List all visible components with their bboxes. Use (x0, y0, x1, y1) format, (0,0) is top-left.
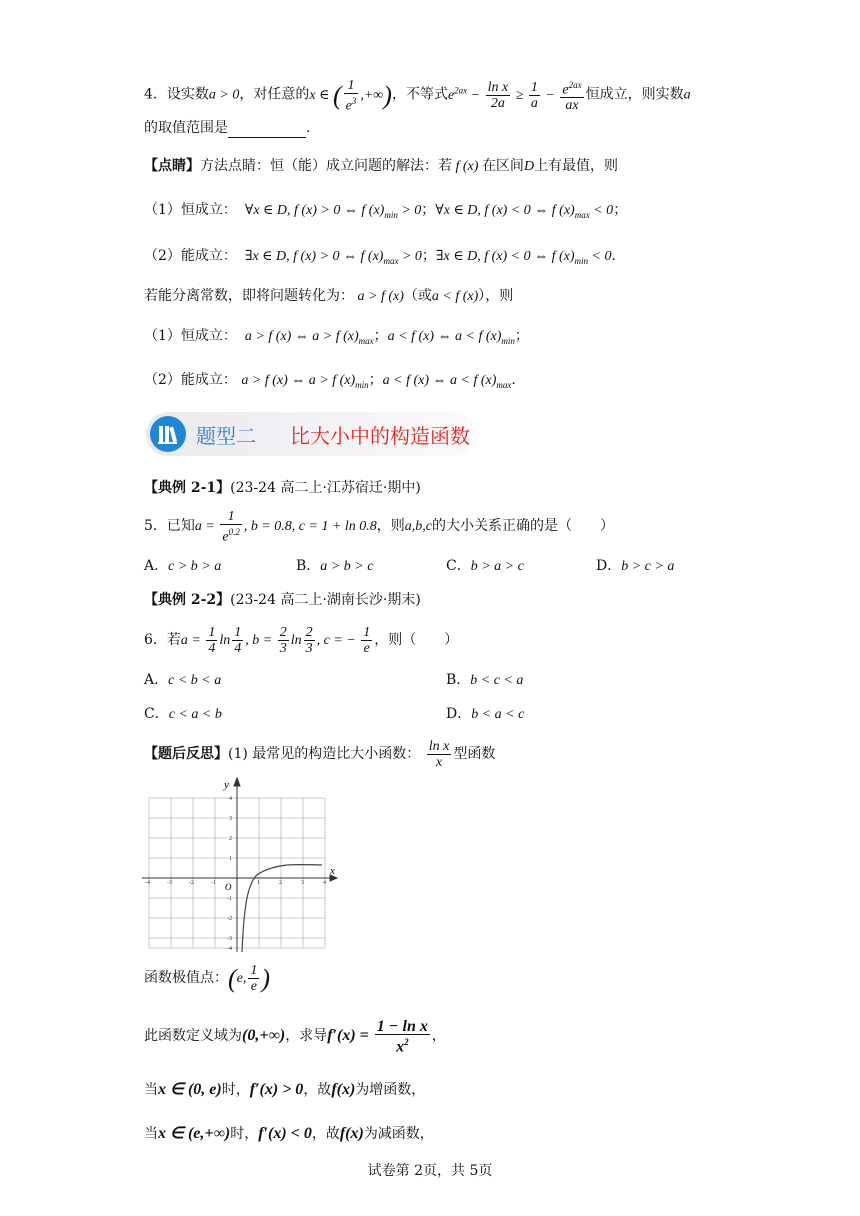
q5-option-a[interactable] (144, 556, 221, 577)
function-graph (140, 774, 340, 954)
option-text: c < b < a (168, 673, 222, 688)
x-tick: -4 (145, 880, 150, 886)
option-text: a > b > c (320, 559, 374, 574)
y-tick: -3 (227, 936, 232, 942)
q6-option-c[interactable] (144, 704, 222, 725)
q6-option-a[interactable] (144, 670, 221, 691)
q6-formula: a = $\frac{1}{4}$ ln $\frac{1}{4}$ , b = $\frac{2}{3}$ ln $\frac{2}{3}$ , c = − $\frac{1}{e}$ (180, 625, 371, 657)
dianjing-label: （1）恒成立： (144, 328, 237, 344)
q4-number: 4． (144, 86, 167, 103)
formula: a < f (x) ⇔ a < f $(x)_{max}$ (382, 373, 512, 390)
example-2-2-header (144, 590, 421, 610)
option-text: b < c < a (470, 673, 524, 688)
q6-option-b[interactable] (446, 670, 523, 691)
dianjing-line-1 (144, 200, 627, 225)
example-2-1-header (144, 478, 421, 498)
formula: a > f (x) ⇔ a > f $(x)_{min}$ (241, 373, 369, 390)
reflect-head: 【题后反思】 (144, 746, 228, 762)
y-tick: -4 (227, 946, 232, 952)
dec-text: ，故 (311, 1126, 340, 1142)
example-source: (23-24 高二上·湖南长沙·期末) (230, 592, 421, 608)
dianjing-line-2 (144, 246, 616, 271)
dianjing-D: D (523, 159, 535, 174)
q4-cond: a > 0 (208, 87, 240, 103)
q5-number: 5． (144, 518, 167, 534)
q4-text: 恒成立，则实数 (585, 86, 684, 103)
q4-var: a (683, 87, 691, 103)
option-label: A． (144, 672, 169, 688)
decreasing-line: 当x ∈ (e,+∞)时，f′(x) < 0，故f(x)为减函数， (144, 1125, 434, 1142)
option-text: c > b > a (168, 559, 222, 574)
dec-text: 为减函数， (363, 1126, 434, 1142)
question-4 (144, 70, 691, 114)
sep: ； (421, 248, 436, 264)
formula: ∀x ∈ D, f (x) < 0 ⇔ f $(x)_{max} < 0$ (435, 203, 614, 220)
q5-text: ，则 (376, 518, 405, 534)
banner-type: 题型二 (196, 424, 256, 448)
option-label: B． (296, 558, 321, 574)
dianjing-text: 在区间 (481, 158, 524, 174)
option-label: A． (144, 558, 169, 574)
option-text: c < a < b (168, 707, 222, 722)
y-tick: 4 (229, 796, 232, 802)
example-tag: 【典例 2-1】 (144, 480, 231, 496)
q5-option-d[interactable] (596, 556, 674, 577)
inc-text: ，故 (303, 1082, 332, 1098)
q5-text: 的大小关系正确的是（ ） (432, 518, 615, 534)
example-tag: 【典例 2-2】 (144, 592, 231, 608)
dianjing-separate: 若能分离常数，即将问题转化为： a > f (x)（或a < f (x)），则 (144, 288, 514, 304)
section-banner (146, 412, 476, 456)
option-text: b > a > c (470, 559, 524, 574)
q4-text: . (306, 120, 311, 136)
dianjing-text: 若能分离常数，即将问题转化为： (144, 288, 354, 304)
question-5 (144, 508, 614, 544)
x-tick: 4 (323, 880, 326, 886)
q5-option-c[interactable] (446, 556, 524, 577)
sep: . (611, 248, 616, 264)
q4-interval: x ∈ ( $\frac{1}{e^3}$ ,+∞) (309, 77, 392, 114)
dianjing-text: ），则 (478, 288, 514, 304)
q6-number: 6． (144, 632, 167, 648)
q4-text: ，不等式 (391, 86, 448, 103)
option-label: C． (446, 558, 471, 574)
domain-line (144, 1016, 446, 1056)
formula: ∃x ∈ D, f (x) > 0 ⇔ f $(x)_{max} > 0$ (241, 249, 422, 266)
sep: ； (421, 202, 436, 218)
reflect-fraction (427, 739, 452, 770)
derivative-formula: f′(x) = $\frac{\text{1 − ln x}}{x^2}$ (327, 1017, 428, 1055)
dianjing-head: 【点睛】 (144, 158, 200, 174)
sep: ； (373, 328, 388, 344)
q4-line2 (144, 118, 310, 138)
banner-title: 比大小中的构造函数 (290, 424, 470, 448)
question-6 (144, 620, 458, 660)
dec-text: 时， (230, 1126, 259, 1142)
domain-text: 此函数定义域为 (144, 1028, 242, 1044)
books-icon (150, 416, 186, 452)
q5-formula: a = $\frac{1}{e^{0.2}}$ , b = 0.8, c = 1 + ln 0.8 (194, 508, 377, 545)
dianjing-line-3 (144, 326, 529, 351)
dianjing-text: （或 (403, 288, 432, 304)
q4-text: ，对任意的 (239, 86, 310, 103)
x-tick: 2 (279, 880, 282, 886)
y-tick: 2 (229, 836, 232, 842)
dec-text: 当 (144, 1126, 158, 1142)
x-tick: -3 (167, 880, 172, 886)
x-axis-label: x (330, 865, 335, 877)
option-label: D． (596, 558, 622, 574)
example-source: (23-24 高二上·江苏宿迁·期中) (230, 480, 421, 496)
domain-text: ， (431, 1028, 446, 1044)
option-text: b > c > a (621, 559, 675, 574)
inc-text: 时， (221, 1082, 250, 1098)
option-label: B． (446, 672, 471, 688)
extreme-line (144, 958, 270, 998)
dianjing-label: （2）能成立： (144, 372, 237, 388)
y-tick: 3 (229, 816, 232, 822)
increasing-line: 当x ∈ (0, e)时，f′(x) > 0，故f(x)为增函数， (144, 1081, 426, 1098)
y-tick: -1 (227, 896, 232, 902)
domain-formula: (0,+∞) (242, 1027, 286, 1044)
sep: ； (613, 202, 628, 218)
y-tick: -2 (227, 916, 232, 922)
q4-inequality: $e^{2ax}$ − $\frac{\text{ln x}}{2a}$ ≥ $\frac{1}{a}$ − $\frac{e^{2ax}}{ax}$ (447, 79, 582, 114)
sep: . (511, 372, 516, 388)
formula: ∀x ∈ D, f (x) > 0 ⇔ f $(x)_{min} > 0$ (241, 203, 422, 220)
reflect-text: (1) 最常见的构造比大小函数： (228, 746, 421, 762)
dianjing-text: 方法点睛：恒（能）成立问题的解法：若 (200, 158, 452, 174)
dianjing-line-4 (144, 370, 516, 395)
x-tick: 1 (257, 880, 260, 886)
option-label: D． (446, 706, 472, 722)
sep: ； (514, 328, 529, 344)
extreme-point: (e, $\frac{1}{e}$ ) (228, 963, 271, 995)
graph-ticks (145, 796, 326, 952)
q6-option-d[interactable] (446, 704, 524, 725)
dianjing-intro: 【点睛】方法点睛：恒（能）成立问题的解法：若 f (x) 在区间D上有最值，则 (144, 158, 619, 174)
extreme-text: 函数极值点： (144, 970, 228, 986)
y-tick: 1 (229, 856, 232, 862)
dianjing-label: （2）能成立： (144, 248, 237, 264)
option-label: C． (144, 706, 169, 722)
q4-text: 的取值范围是 (144, 120, 228, 136)
y-axis-label: y (224, 779, 229, 791)
q4-text: 设实数 (166, 86, 209, 103)
dianjing-label: （1）恒成立： (144, 202, 237, 218)
q6-text: 若 (166, 632, 181, 648)
origin-label: O (225, 882, 232, 892)
reflection-line (144, 734, 495, 774)
q5-text: 已知 (166, 518, 195, 534)
formula: a < f (x) ⇔ a < f $(x)_{min}$ (387, 329, 515, 346)
domain-text: ，求导 (285, 1028, 328, 1044)
option-text: b < a < c (471, 707, 525, 722)
sep: ； (368, 372, 383, 388)
x-tick: 3 (301, 880, 304, 886)
frac-den: x (435, 754, 443, 770)
q5-option-b[interactable] (296, 556, 373, 577)
q5-vars: a,b,c (404, 519, 433, 534)
reflect-text: 型函数 (453, 746, 496, 762)
dianjing-text: 上有最值，则 (534, 158, 619, 174)
x-tick: -2 (189, 880, 194, 886)
inc-text: 为增函数， (355, 1082, 426, 1098)
q6-text: ，则（ ） (374, 632, 459, 648)
page-footer: 试卷第 2页，共 5页 (367, 1163, 493, 1179)
formula: a > f (x) ⇔ a > f $(x)_{max}$ (241, 329, 374, 346)
formula: ∃x ∈ D, f (x) < 0 ⇔ f $(x)_{min} < 0$ (435, 249, 612, 266)
answer-blank[interactable] (228, 123, 306, 138)
frac-num: ln x (428, 738, 450, 754)
x-tick: -1 (211, 880, 216, 886)
inc-text: 当 (144, 1082, 158, 1098)
